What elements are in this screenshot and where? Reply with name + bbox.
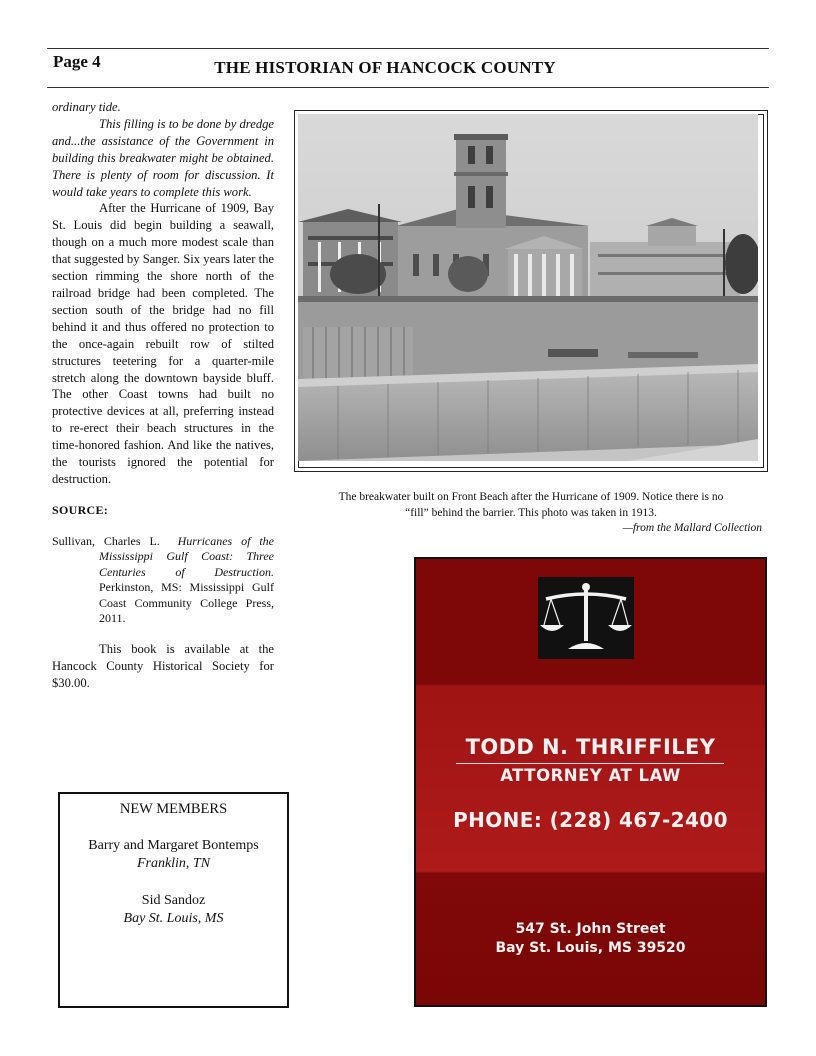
caption-line: The breakwater built on Front Beach after the Hurricane of 1909. Notice there is no xyxy=(338,491,724,503)
name-underline xyxy=(456,763,724,764)
citation-book-title: Hurricanes of the Mississippi Gulf Coast: Three Centuries of Destruction. xyxy=(99,533,274,579)
member-name: Sid Sandoz xyxy=(141,892,206,908)
article-line-ordinary-tide: ordinary tide. xyxy=(52,100,121,114)
attorney-title: ATTORNEY AT LAW xyxy=(500,766,681,785)
new-members-box xyxy=(58,792,289,1008)
source-heading: SOURCE: xyxy=(52,502,109,517)
citation-author: Sullivan, Charles L. xyxy=(52,533,160,548)
article-para-after-hurricane: After the Hurricane of 1909, Bay St. Louis did begin building a seawall, though on a much more modest scale than that suggested by Sanger. Six years later the section rimming the shore north of the railroad bridge had been completed. The section south of the bridge had no fill behind it and thus offered no protection to the once-again rebuilt row of stilted structures teetering for a quarter-mile stretch along the downtown bayside bluff. The other Coast towns had built no protective devices at all, preferring instead to re-erect their beach structures in the time-honored fashion. And like the natives, the tourists ignored the potential for destruction. xyxy=(52,201,274,486)
new-members-title: NEW MEMBERS xyxy=(119,801,228,817)
attorney-name: TODD N. THRIFFILEY xyxy=(465,735,716,759)
caption-line: “fill” behind the barrier. This photo was taken in 1913. xyxy=(405,506,657,519)
photo-credit: —from the Mallard Collection xyxy=(622,522,762,534)
source-citation xyxy=(52,534,274,627)
article-para-filling: This filling is to be done by dredge and...the assistance of the Government in building this breakwater might be obtained. There is plenty of room for discussion. It would take years to complete this work. xyxy=(52,116,274,199)
page-number: Page 4 xyxy=(53,52,101,71)
photo-caption xyxy=(294,490,768,537)
header-bottom-rule xyxy=(47,87,769,88)
scales-of-justice-icon xyxy=(538,577,634,659)
attorney-street-address: 547 St. John Street xyxy=(515,921,666,937)
citation-publisher: Perkinston, MS: Mississippi Gulf Coast Community College Press, 2011. xyxy=(99,580,274,626)
member-name: Barry and Margaret Bontemps xyxy=(88,837,259,853)
header-top-rule xyxy=(47,48,769,49)
scales-logo-box xyxy=(538,577,634,659)
attorney-phone: PHONE: (228) 467-2400 xyxy=(453,808,728,832)
member-location: Franklin, TN xyxy=(136,856,211,871)
article-column xyxy=(52,99,274,691)
newsletter-masthead: THE HISTORIAN OF HANCOCK COUNTY xyxy=(214,58,556,77)
historic-photo-frame xyxy=(294,110,768,472)
attorney-city-address: Bay St. Louis, MS 39520 xyxy=(495,940,686,956)
book-availability-note: This book is available at the Hancock County Historical Society for $30.00. xyxy=(52,641,274,690)
breakwater-1913-photo xyxy=(298,114,758,461)
member-location: Bay St. Louis, MS xyxy=(123,911,224,926)
attorney-advertisement xyxy=(414,557,767,1007)
